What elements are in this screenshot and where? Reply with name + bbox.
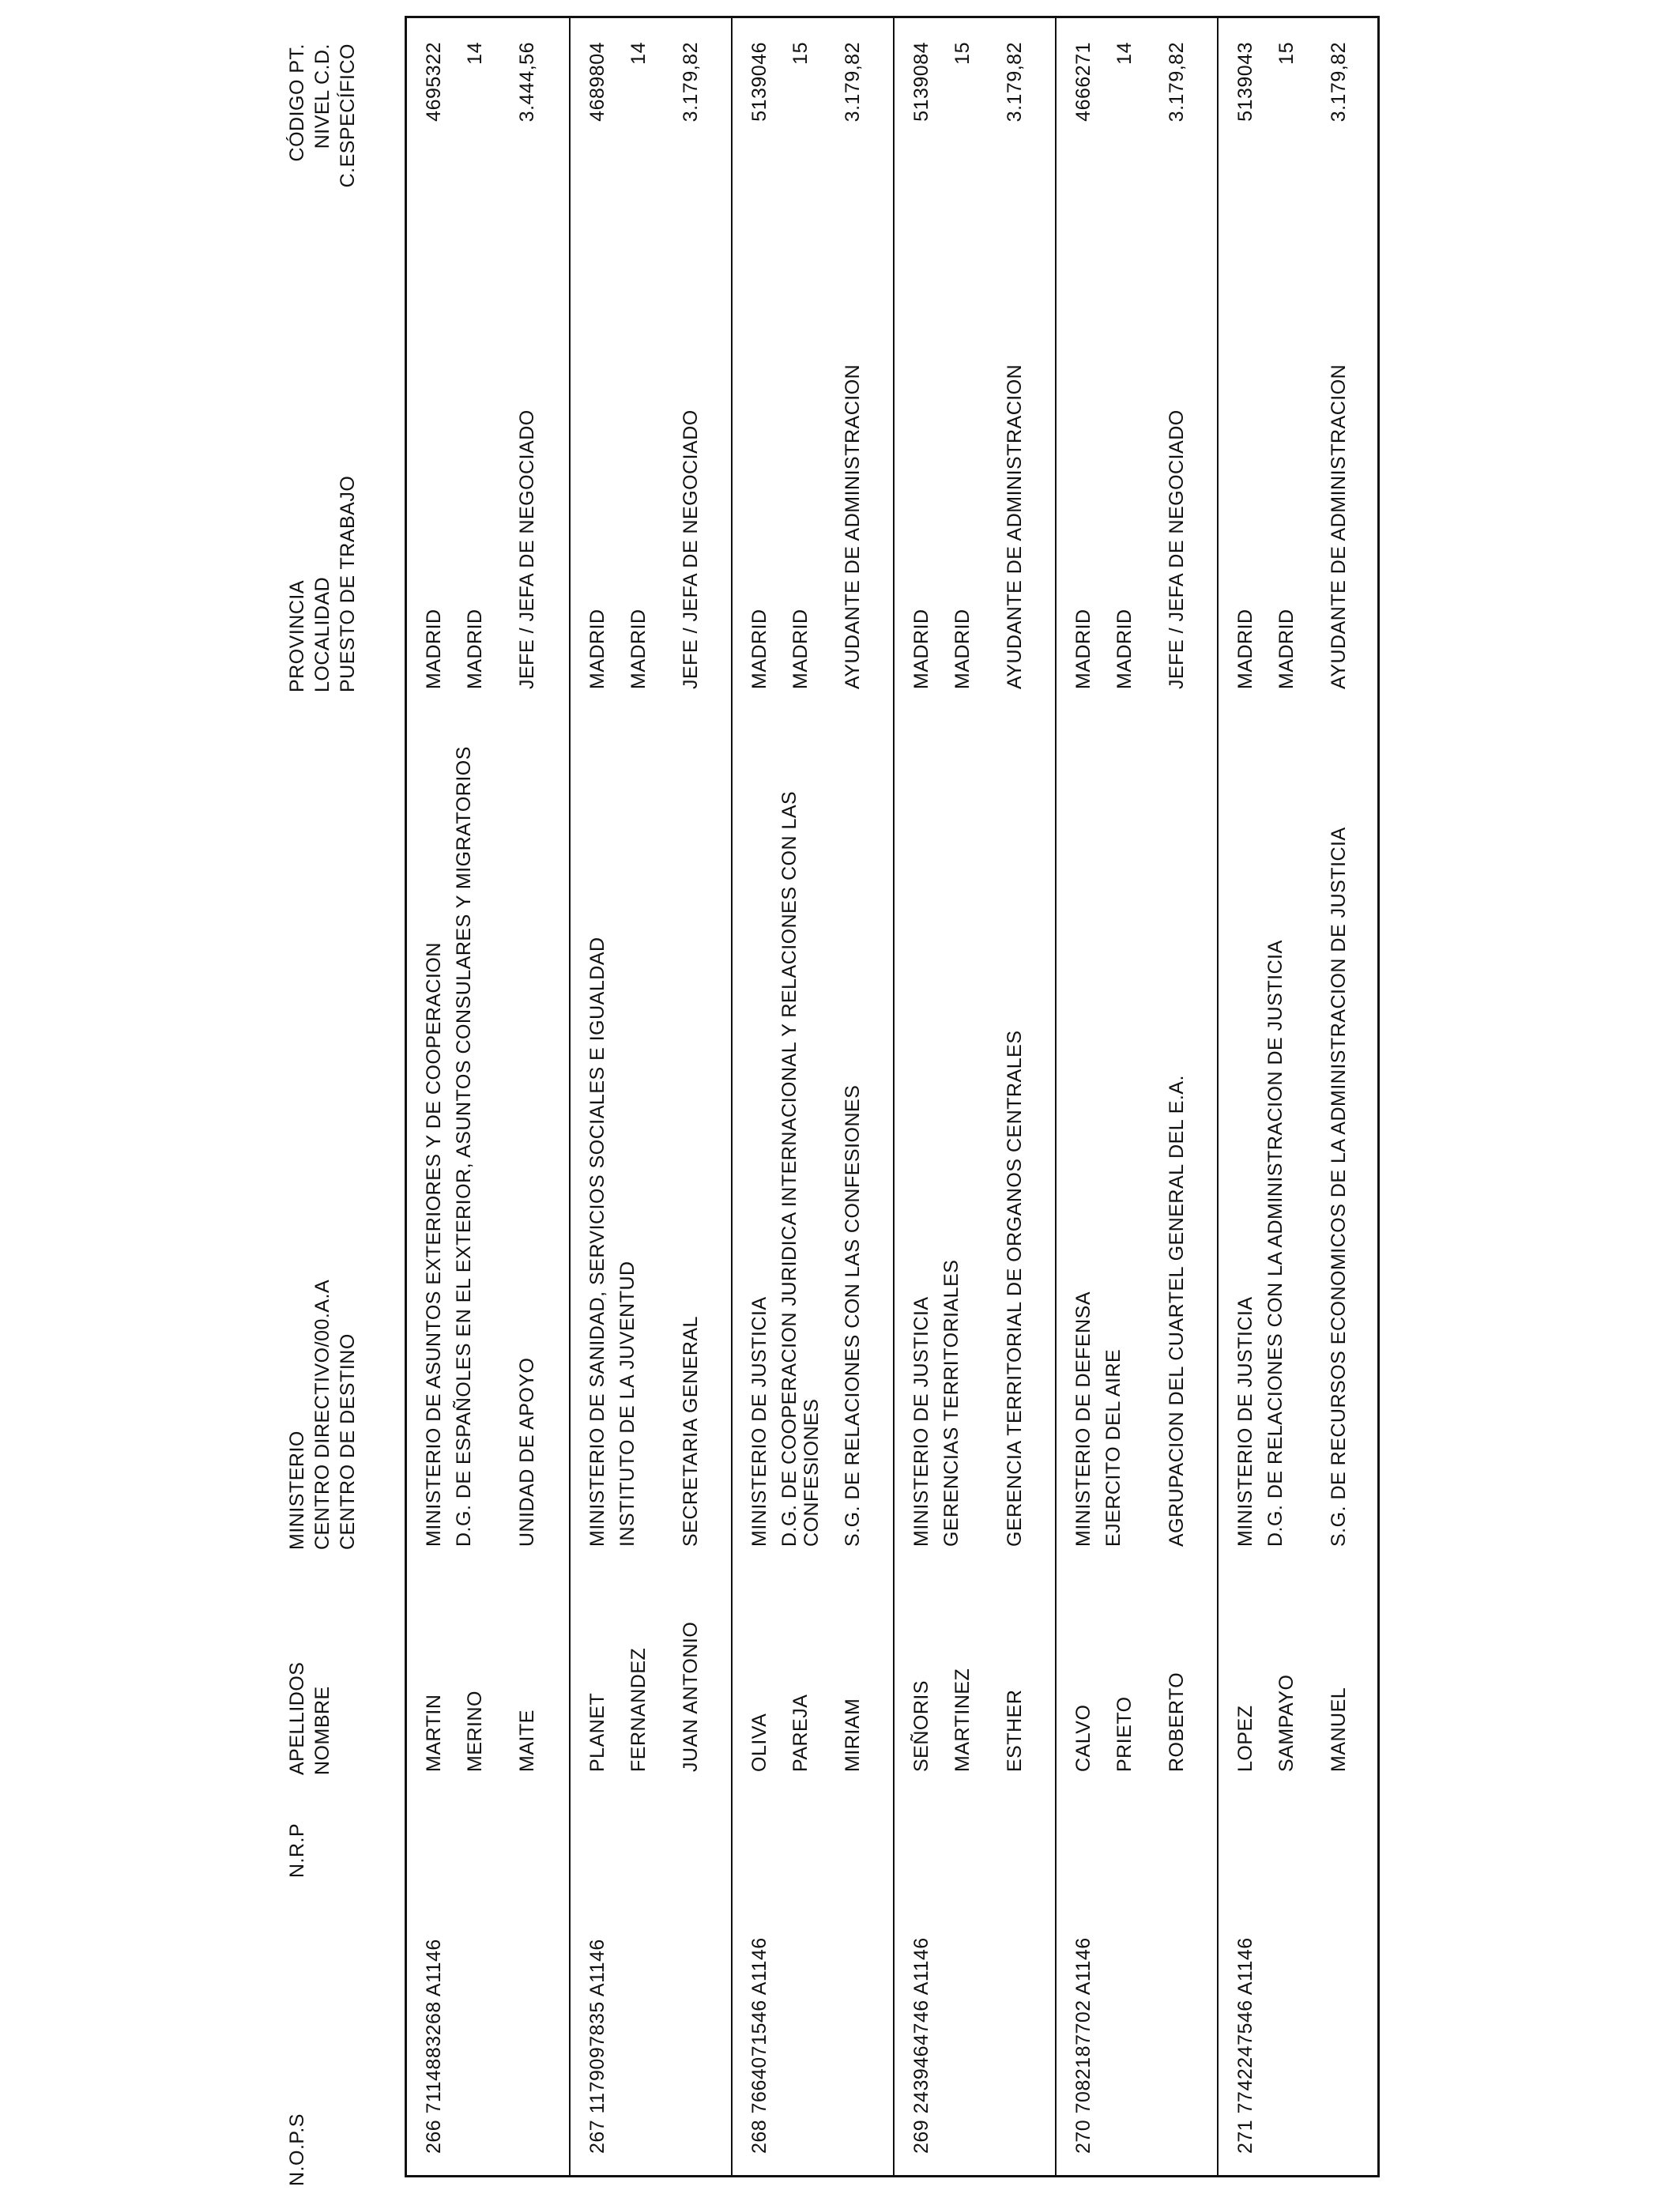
header-apellidos-nombre: [284, 1662, 335, 1775]
puesto-cell: JEFE / JEFA DE NEGOCIADO: [680, 409, 702, 689]
nombre-cell: ROBERTO: [1166, 1672, 1188, 1772]
centro-directivo-cell: INSTITUTO DE LA JUVENTUD: [616, 1261, 638, 1547]
header-provincia-label: PROVINCIA: [286, 579, 308, 692]
especifico-cell: 3.179,82: [1004, 42, 1026, 123]
puesto-cell: AYUDANTE DE ADMINISTRACION: [1328, 364, 1350, 689]
provincia-cell: MADRID: [748, 609, 770, 689]
provincia-cell: MADRID: [1072, 609, 1094, 689]
apellido1-cell: MARTIN: [423, 1694, 445, 1772]
puesto-cell: JEFE / JEFA DE NEGOCIADO: [1166, 409, 1188, 689]
ministerio-cell: MINISTERIO DE JUSTICIA: [910, 1296, 932, 1547]
centro-destino-cell: SECRETARIA GENERAL: [680, 1316, 702, 1547]
header-centro-destino-label: CENTRO DE DESTINO: [337, 1333, 359, 1550]
centro-directivo-cell: D.G. DE ESPAÑOLES EN EL EXTERIOR, ASUNTOS CONSULARES Y MIGRATORIOS: [453, 746, 475, 1547]
nombre-cell: MIRIAM: [842, 1698, 864, 1772]
centro-destino-cell: S.G. DE RECURSOS ECONOMICOS DE LA ADMINISTRACION DE JUSTICIA: [1328, 827, 1350, 1547]
apellido2-cell: PRIETO: [1113, 1696, 1136, 1772]
ministerio-cell: MINISTERIO DE JUSTICIA: [748, 1296, 770, 1547]
nivel-cell: 14: [464, 42, 486, 65]
centro-destino-cell: GERENCIA TERRITORIAL DE ORGANOS CENTRALES: [1004, 1030, 1026, 1547]
nivel-cell: 15: [789, 42, 812, 65]
especifico-cell: 3.179,82: [842, 42, 864, 123]
centro-destino-cell: S.G. DE RELACIONES CON LAS CONFESIONES: [842, 1084, 864, 1547]
apellido2-cell: MERINO: [464, 1691, 486, 1772]
ministerio-cell: MINISTERIO DE ASUNTOS EXTERIORES Y DE COOPERACION: [423, 942, 445, 1547]
header-nivel-label: NIVEL C.D.: [311, 43, 333, 149]
table-row: [893, 18, 1057, 2175]
localidad-cell: MADRID: [627, 609, 650, 689]
codigo-cell: 4695322: [423, 42, 445, 122]
nombre-cell: MAITE: [516, 1710, 538, 1772]
nivel-cell: 14: [627, 42, 650, 65]
puesto-cell: JEFE / JEFA DE NEGOCIADO: [516, 409, 538, 689]
puesto-cell: AYUDANTE DE ADMINISTRACION: [842, 364, 864, 689]
localidad-cell: MADRID: [464, 609, 486, 689]
nombre-cell: ESTHER: [1004, 1689, 1026, 1772]
table-row: [407, 18, 569, 2175]
header-puesto-label: PUESTO DE TRABAJO: [337, 475, 359, 692]
header-apellidos-label: APELLIDOS: [286, 1661, 308, 1775]
header-codigo-label: CÓDIGO PT.: [286, 43, 308, 162]
especifico-cell: 3.179,82: [1166, 42, 1188, 123]
centro-directivo-cell: D.G. DE RELACIONES CON LA ADMINISTRACION DE JUSTICIA: [1264, 940, 1286, 1547]
ministerio-cell: MINISTERIO DE DEFENSA: [1072, 1291, 1094, 1547]
provincia-cell: MADRID: [910, 609, 932, 689]
apellido1-cell: SEÑORIS: [910, 1679, 932, 1772]
centro-directivo-cell: D.G. DE COOPERACION JURIDICA INTERNACIONAL Y RELACIONES CON LAS CONFESIONES: [778, 790, 823, 1547]
table-row: [1217, 18, 1381, 2175]
codigo-cell: 5139046: [748, 42, 770, 122]
nops-nrp-cell: 268 7664071546 A1146: [748, 1937, 770, 2154]
provincia-cell: MADRID: [423, 609, 445, 689]
centro-destino-cell: UNIDAD DE APOYO: [516, 1357, 538, 1547]
header-nops-label: N.O.P.S: [286, 2113, 308, 2186]
nops-nrp-cell: 271 7742247546 A1146: [1234, 1937, 1256, 2154]
header-nops: [284, 2113, 310, 2186]
puesto-cell: AYUDANTE DE ADMINISTRACION: [1004, 364, 1026, 689]
nops-nrp-cell: 269 2439464746 A1146: [910, 1937, 932, 2154]
apellido2-cell: MARTINEZ: [951, 1668, 974, 1772]
nops-nrp-cell: 266 7114883268 A1146: [423, 1939, 445, 2154]
localidad-cell: MADRID: [1113, 609, 1136, 689]
provincia-cell: MADRID: [1234, 609, 1256, 689]
codigo-cell: 5139084: [910, 42, 932, 122]
header-nrp: [284, 1823, 310, 1878]
centro-directivo-cell: EJERCITO DEL AIRE: [1102, 1348, 1124, 1547]
header-codigo: [284, 43, 360, 187]
nivel-cell: 14: [1113, 42, 1136, 65]
header-nombre-label: NOMBRE: [311, 1686, 333, 1775]
apellido2-cell: FERNANDEZ: [627, 1647, 650, 1772]
codigo-cell: 4689804: [586, 42, 608, 122]
header-nrp-label: N.R.P: [286, 1823, 308, 1878]
especifico-cell: 3.179,82: [1328, 42, 1350, 123]
apellido2-cell: PAREJA: [789, 1694, 812, 1772]
header-ministerio-label: MINISTERIO: [286, 1431, 308, 1550]
header-centro-directivo-label: CENTRO DIRECTIVO/00.A.A: [311, 1279, 333, 1550]
provincia-cell: MADRID: [586, 609, 608, 689]
nombre-cell: JUAN ANTONIO: [680, 1621, 702, 1772]
localidad-cell: MADRID: [789, 609, 812, 689]
especifico-cell: 3.444,56: [516, 42, 538, 123]
nombre-cell: MANUEL: [1328, 1687, 1350, 1772]
especifico-cell: 3.179,82: [680, 42, 702, 123]
header-especifico-label: C.ESPECÍFICO: [337, 43, 359, 188]
codigo-cell: 5139043: [1234, 42, 1256, 122]
header-ministerio: [284, 1280, 360, 1550]
localidad-cell: MADRID: [951, 609, 974, 689]
records-table: [405, 16, 1380, 2177]
codigo-cell: 4666271: [1072, 42, 1094, 122]
ministerio-cell: MINISTERIO DE SANIDAD, SERVICIOS SOCIALES E IGUALDAD: [586, 937, 608, 1547]
apellido1-cell: CALVO: [1072, 1704, 1094, 1772]
apellido1-cell: PLANET: [586, 1692, 608, 1772]
table-row: [569, 18, 733, 2175]
nivel-cell: 15: [951, 42, 974, 65]
nivel-cell: 15: [1275, 42, 1298, 65]
nops-nrp-cell: 270 7082187702 A1146: [1072, 1937, 1094, 2154]
header-provincia: [284, 476, 360, 692]
apellido1-cell: LOPEZ: [1234, 1705, 1256, 1772]
centro-destino-cell: AGRUPACION DEL CUARTEL GENERAL DEL E.A.: [1166, 1075, 1188, 1547]
localidad-cell: MADRID: [1275, 609, 1298, 689]
table-row: [731, 18, 895, 2175]
header-localidad-label: LOCALIDAD: [311, 576, 333, 692]
ministerio-cell: MINISTERIO DE JUSTICIA: [1234, 1296, 1256, 1547]
centro-directivo-cell: GERENCIAS TERRITORIALES: [940, 1259, 962, 1547]
apellido2-cell: SAMPAYO: [1275, 1674, 1298, 1772]
apellido1-cell: OLIVA: [748, 1713, 770, 1772]
table-row: [1055, 18, 1219, 2175]
nops-nrp-cell: 267 1179097835 A1146: [586, 1939, 608, 2154]
